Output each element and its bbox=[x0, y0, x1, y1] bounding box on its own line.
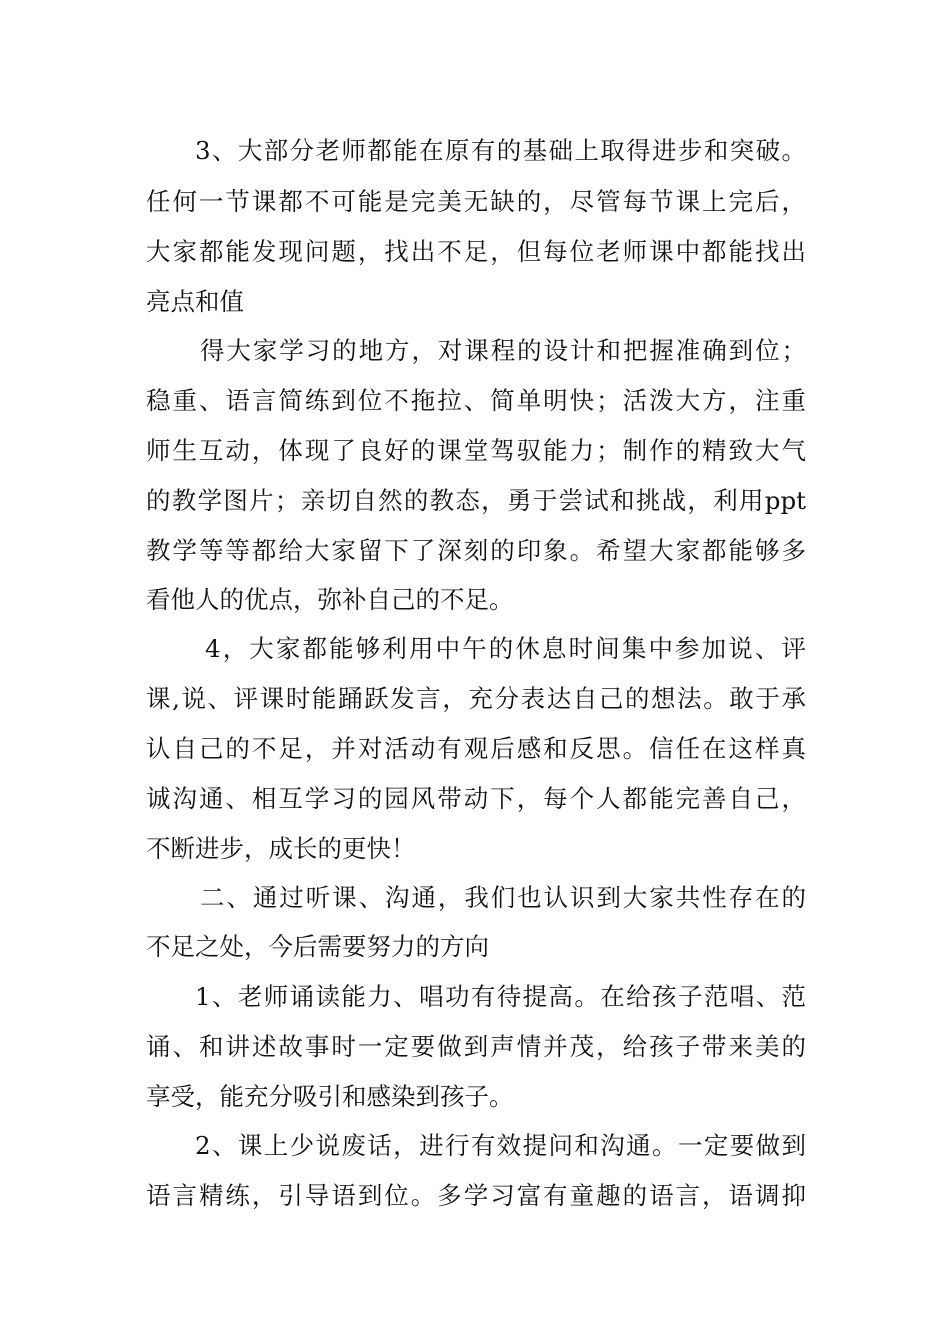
paragraph-4-line-4: 诚沟通、相互学习的园风带动下，每个人都能完善自己， bbox=[146, 784, 806, 813]
item-1-line-2: 诵、和讲述故事时一定要做到声情并茂，给孩子带来美的 bbox=[146, 1032, 806, 1061]
item-1-line-3: 享受，能充分吸引和感染到孩子。 bbox=[146, 1082, 514, 1111]
item-1-line-1: 1、老师诵读能力、唱功有待提高。在给孩子范唱、范 bbox=[195, 982, 806, 1011]
paragraph-3-line-3: 大家都能发现问题，找出不足，但每位老师课中都能找出 bbox=[146, 237, 806, 266]
paragraph-4-line-1: 4，大家都能够利用中午的休息时间集中参加说、评 bbox=[205, 634, 806, 663]
paragraph-highlights-line-3: 师生互动，体现了良好的课堂驾驭能力；制作的精致大气 bbox=[146, 436, 806, 465]
paragraph-4-line-3: 认自己的不足，并对活动有观后感和反思。信任在这样真 bbox=[146, 734, 806, 763]
paragraph-3-line-4: 亮点和值 bbox=[146, 287, 244, 316]
paragraph-3-line-1: 3、大部分老师都能在原有的基础上取得进步和突破。 bbox=[195, 136, 806, 165]
paragraph-highlights-line-2: 稳重、语言简练到位不拖拉、简单明快；活泼大方，注重 bbox=[146, 386, 806, 415]
paragraph-highlights-line-5: 教学等等都给大家留下了深刻的印象。希望大家都能够多 bbox=[146, 536, 806, 565]
item-2-line-2: 语言精练，引导语到位。多学习富有童趣的语言，语调抑 bbox=[146, 1181, 806, 1210]
paragraph-highlights-line-4: 的教学图片；亲切自然的教态，勇于尝试和挑战，利用ppt bbox=[146, 486, 806, 515]
paragraph-3-line-2: 任何一节课都不可能是完美无缺的，尽管每节课上完后， bbox=[146, 187, 806, 216]
section-2-heading-line-2: 不足之处，今后需要努力的方向 bbox=[146, 932, 489, 961]
paragraph-highlights-line-6: 看他人的优点，弥补自己的不足。 bbox=[146, 585, 514, 614]
item-2-line-1: 2、课上少说废话，进行有效提问和沟通。一定要做到 bbox=[195, 1131, 806, 1160]
section-2-heading-line-1: 二、通过听课、沟通，我们也认识到大家共性存在的 bbox=[200, 883, 806, 912]
paragraph-4-line-5: 不断进步，成长的更快！ bbox=[146, 834, 416, 863]
paragraph-highlights-line-1: 得大家学习的地方，对课程的设计和把握准确到位； bbox=[200, 336, 806, 365]
paragraph-4-line-2: 课,说、评课时能踊跃发言，充分表达自己的想法。敢于承 bbox=[146, 684, 806, 713]
